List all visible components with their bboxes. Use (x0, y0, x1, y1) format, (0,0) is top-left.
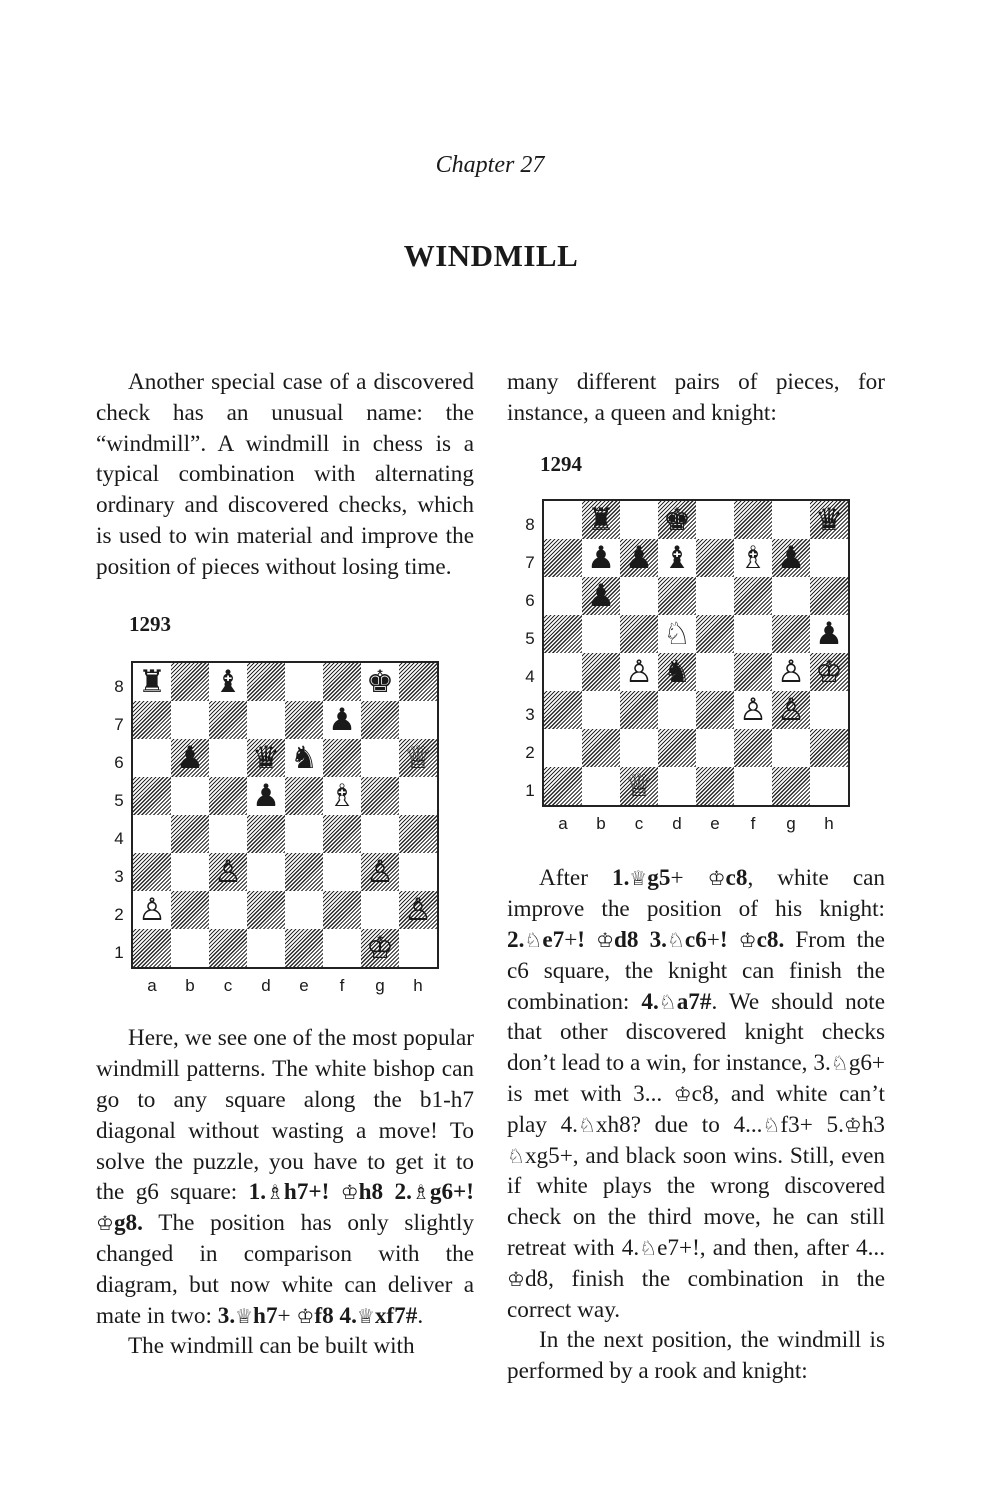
square-g4 (361, 815, 399, 853)
rank-label: 7 (525, 553, 535, 573)
square-b6 (171, 739, 209, 777)
square-d6 (247, 739, 285, 777)
square-h2 (399, 891, 437, 929)
rank-label: 6 (525, 591, 535, 611)
text-run: + (706, 926, 720, 953)
square-b5 (171, 777, 209, 815)
square-f7 (734, 539, 772, 577)
chess-piece-icon: ♛ (252, 739, 280, 776)
piece-figurine-icon: ♔ (673, 1081, 692, 1106)
square-c5 (209, 777, 247, 815)
text-run: 1. (611, 865, 630, 892)
rank-label: 8 (525, 515, 535, 535)
rank-label: 2 (525, 743, 535, 763)
square-c5 (620, 615, 658, 653)
piece-figurine-icon: ♔ (96, 1211, 114, 1236)
text-run: Here, we see one of the most popular windmill patterns. The white bishop can go to any square along the b1-h7 diagonal without wasting a move! To solve the puzzle, you have to get it to the g6 square: (96, 1025, 474, 1206)
piece-figurine-icon: ♘ (577, 1112, 596, 1137)
solution-paragraph (96, 1023, 474, 1331)
square-h3 (399, 853, 437, 891)
square-a1 (544, 767, 582, 805)
paragraph: The windmill can be built with (128, 1333, 415, 1360)
square-g6 (361, 739, 399, 777)
square-d8 (658, 501, 696, 539)
square-f1 (323, 929, 361, 967)
right-column (507, 367, 885, 1387)
square-a5 (544, 615, 582, 653)
square-b5 (582, 615, 620, 653)
solution-paragraph (507, 863, 885, 1325)
rank-label: 5 (525, 629, 535, 649)
square-f6 (734, 577, 772, 615)
file-label: e (710, 814, 720, 834)
square-a6 (133, 739, 171, 777)
square-h8 (399, 663, 437, 701)
text-run: c8, and white can’t play 4. (507, 1080, 885, 1138)
file-label: g (786, 814, 796, 834)
square-d3 (658, 691, 696, 729)
text-run: From the c6 square, the knight can finish the combination: (507, 926, 885, 1015)
square-g7 (361, 701, 399, 739)
chess-piece-icon: ♔ (815, 653, 843, 690)
square-b3 (171, 853, 209, 891)
square-d7 (247, 701, 285, 739)
chapter-title: WINDMILL (403, 238, 579, 273)
file-label: a (558, 814, 568, 834)
text-run: 1. (248, 1179, 266, 1206)
square-a3 (133, 853, 171, 891)
piece-figurine-icon: ♔ (707, 866, 726, 891)
square-f8 (734, 501, 772, 539)
text-run: c8 (725, 865, 748, 892)
text-run: ! (719, 926, 739, 953)
rank-label: 2 (114, 905, 124, 925)
square-f3 (734, 691, 772, 729)
square-g2 (772, 729, 810, 767)
chess-piece-icon: ♜ (138, 663, 166, 700)
square-d3 (247, 853, 285, 891)
square-d4 (247, 815, 285, 853)
square-g1 (772, 767, 810, 805)
rank-label: 8 (114, 677, 124, 697)
text-run: xf7# (374, 1302, 418, 1329)
square-h4 (399, 815, 437, 853)
square-a7 (544, 539, 582, 577)
chess-piece-icon: ♚ (366, 663, 394, 700)
square-b8 (582, 501, 620, 539)
square-e3 (285, 853, 323, 891)
square-g8 (772, 501, 810, 539)
text-run: 2. (507, 926, 525, 953)
square-h5 (810, 615, 848, 653)
text-run: c8. (756, 926, 785, 953)
file-label: h (824, 814, 834, 834)
square-c8 (620, 501, 658, 539)
text-run: a7# (676, 988, 712, 1015)
chess-piece-icon: ♙ (777, 653, 805, 690)
square-d5 (658, 615, 696, 653)
square-a3 (544, 691, 582, 729)
piece-figurine-icon: ♘ (639, 1235, 658, 1260)
piece-figurine-icon: ♘ (658, 989, 677, 1014)
square-a8 (544, 501, 582, 539)
chess-piece-icon: ♘ (663, 615, 691, 652)
file-label: c (223, 976, 233, 996)
square-d5 (247, 777, 285, 815)
chess-piece-icon: ♗ (328, 777, 356, 814)
text-run: . (417, 1302, 424, 1329)
square-h6 (810, 577, 848, 615)
square-f4 (734, 653, 772, 691)
square-e2 (285, 891, 323, 929)
square-e4 (696, 653, 734, 691)
text-run: g5 (647, 865, 671, 892)
square-f5 (323, 777, 361, 815)
square-c4 (209, 815, 247, 853)
square-g1 (361, 929, 399, 967)
chess-piece-icon: ♙ (739, 691, 767, 728)
piece-figurine-icon: ♗ (265, 1180, 284, 1205)
square-b7 (582, 539, 620, 577)
square-e7 (696, 539, 734, 577)
square-a7 (133, 701, 171, 739)
piece-figurine-icon: ♕ (235, 1303, 254, 1328)
intro-paragraph: Another special case of a discovered check has an unusual name: the “windmill”. A windmill in chess is a typical combination with alternating ordinary and discovered checks, which is used to win material and improve the position of pieces without losing time. (96, 369, 474, 580)
square-b1 (171, 929, 209, 967)
square-e4 (285, 815, 323, 853)
chess-piece-icon: ♟ (176, 739, 204, 776)
square-a6 (544, 577, 582, 615)
chess-piece-icon: ♕ (625, 767, 653, 804)
square-f2 (323, 891, 361, 929)
square-g3 (772, 691, 810, 729)
text-run: xh8? due to 4... (595, 1111, 763, 1138)
square-c2 (620, 729, 658, 767)
rank-label: 1 (525, 781, 535, 801)
file-label: d (261, 976, 271, 996)
chess-piece-icon: ♟ (328, 701, 356, 738)
diagram-number: 1294 (540, 451, 582, 476)
file-label: a (147, 976, 157, 996)
piece-figurine-icon: ♘ (507, 1143, 525, 1168)
square-h3 (810, 691, 848, 729)
chess-piece-icon: ♔ (366, 929, 394, 966)
square-f7 (323, 701, 361, 739)
square-e3 (696, 691, 734, 729)
square-h5 (399, 777, 437, 815)
square-e8 (696, 501, 734, 539)
text-run: f3+ 5. (780, 1111, 844, 1138)
text-run: After (539, 865, 612, 892)
chessboard (131, 661, 439, 969)
square-f3 (323, 853, 361, 891)
text-run: c6 (684, 926, 707, 953)
piece-figurine-icon: ♔ (843, 1112, 862, 1137)
rank-label: 5 (114, 791, 124, 811)
text-run: h3 (861, 1111, 885, 1138)
square-g5 (772, 615, 810, 653)
square-d8 (247, 663, 285, 701)
chess-piece-icon: ♞ (663, 653, 691, 690)
square-c2 (209, 891, 247, 929)
file-label: c (634, 814, 644, 834)
rank-label: 4 (114, 829, 124, 849)
paragraph: many different pairs of pieces, for instance, a queen and knight: (507, 369, 885, 426)
chess-piece-icon: ♟ (815, 615, 843, 652)
square-a4 (544, 653, 582, 691)
chess-piece-icon: ♚ (663, 501, 691, 538)
file-label: g (375, 976, 385, 996)
chess-piece-icon: ♟ (252, 777, 280, 814)
square-d4 (658, 653, 696, 691)
left-column (96, 367, 474, 1362)
square-e2 (696, 729, 734, 767)
square-f8 (323, 663, 361, 701)
piece-figurine-icon: ♔ (738, 927, 757, 952)
chess-piece-icon: ♟ (587, 577, 615, 614)
piece-figurine-icon: ♘ (666, 927, 685, 952)
piece-figurine-icon: ♕ (629, 866, 648, 891)
square-b1 (582, 767, 620, 805)
text-run: 4. (641, 988, 659, 1015)
piece-figurine-icon: ♘ (830, 1051, 849, 1076)
text-run: 3. (217, 1302, 236, 1329)
text-run: . We should note that other discovered knight checks don’t lead to a win, for instance, 3. (507, 988, 885, 1077)
square-e8 (285, 663, 323, 701)
square-d6 (658, 577, 696, 615)
square-d2 (658, 729, 696, 767)
chess-piece-icon: ♟ (587, 539, 615, 576)
piece-figurine-icon: ♔ (296, 1303, 315, 1328)
square-a4 (133, 815, 171, 853)
text-run: h8 2. (358, 1179, 412, 1206)
file-label: h (413, 976, 423, 996)
chess-piece-icon: ♗ (739, 539, 767, 576)
square-c3 (620, 691, 658, 729)
text-run: ! (577, 926, 597, 953)
square-c3 (209, 853, 247, 891)
square-g2 (361, 891, 399, 929)
square-f6 (323, 739, 361, 777)
square-h1 (399, 929, 437, 967)
square-f1 (734, 767, 772, 805)
piece-figurine-icon: ♕ (356, 1303, 375, 1328)
square-e7 (285, 701, 323, 739)
text-run: g6+ is met with 3... (507, 1050, 885, 1107)
chess-piece-icon: ♟ (625, 539, 653, 576)
square-c4 (620, 653, 658, 691)
square-f5 (734, 615, 772, 653)
rank-label: 6 (114, 753, 124, 773)
square-g5 (361, 777, 399, 815)
square-b2 (171, 891, 209, 929)
square-d7 (658, 539, 696, 577)
square-c6 (209, 739, 247, 777)
rank-label: 4 (525, 667, 535, 687)
piece-figurine-icon: ♔ (340, 1180, 359, 1205)
square-g3 (361, 853, 399, 891)
text-run: xg5+, and black soon wins. Still, even if white plays the wrong discovered check on the third move, he can still retreat with 4. (507, 1142, 885, 1261)
square-h7 (810, 539, 848, 577)
file-label: e (299, 976, 309, 996)
text-run: d8, finish the combination in the correct way. (507, 1265, 885, 1323)
square-b4 (582, 653, 620, 691)
rank-label: 3 (114, 867, 124, 887)
file-label: b (185, 976, 195, 996)
rank-label: 7 (114, 715, 124, 735)
square-e1 (285, 929, 323, 967)
chess-piece-icon: ♝ (214, 663, 242, 700)
chess-piece-icon: ♙ (366, 853, 394, 890)
square-h1 (810, 767, 848, 805)
square-h4 (810, 653, 848, 691)
square-b8 (171, 663, 209, 701)
chess-piece-icon: ♞ (290, 739, 318, 776)
square-d1 (247, 929, 285, 967)
chess-piece-icon: ♙ (138, 891, 166, 928)
rank-label: 1 (114, 943, 124, 963)
piece-figurine-icon: ♗ (411, 1180, 430, 1205)
square-g7 (772, 539, 810, 577)
square-b3 (582, 691, 620, 729)
text-run: g6+! (429, 1179, 474, 1206)
piece-figurine-icon: ♔ (596, 927, 615, 952)
text-run: The position has only slightly changed in comparison with the diagram, but now white can deliver a mate in two: (96, 1210, 474, 1329)
chess-piece-icon: ♝ (663, 539, 691, 576)
piece-figurine-icon: ♘ (762, 1112, 781, 1137)
text-run: e7+!, and then, after 4... (657, 1234, 885, 1261)
square-b6 (582, 577, 620, 615)
chess-piece-icon: ♛ (815, 501, 843, 538)
square-c6 (620, 577, 658, 615)
chess-piece-icon: ♕ (404, 739, 432, 776)
diagram-1294 (507, 479, 885, 863)
file-label: f (339, 976, 345, 996)
diagram-1293 (96, 639, 474, 1023)
square-e6 (285, 739, 323, 777)
text-run: h7 (253, 1302, 278, 1329)
square-a2 (544, 729, 582, 767)
file-label: f (750, 814, 756, 834)
chess-piece-icon: ♙ (214, 853, 242, 890)
square-g8 (361, 663, 399, 701)
square-a1 (133, 929, 171, 967)
text-run: d8 3. (614, 926, 667, 953)
square-f4 (323, 815, 361, 853)
square-b7 (171, 701, 209, 739)
chapter-heading: Chapter 27 (435, 152, 545, 178)
square-f2 (734, 729, 772, 767)
square-c7 (209, 701, 247, 739)
text-run: + (670, 865, 708, 892)
text-run: + (277, 1302, 297, 1329)
text-run: h7+! (283, 1179, 341, 1206)
square-d2 (247, 891, 285, 929)
file-label: b (596, 814, 606, 834)
piece-figurine-icon: ♘ (524, 927, 543, 952)
chess-piece-icon: ♙ (777, 691, 805, 728)
square-e6 (696, 577, 734, 615)
square-d1 (658, 767, 696, 805)
text-run: e7 (542, 926, 565, 953)
chess-piece-icon: ♜ (587, 501, 615, 538)
text-run: , white can improve the position of his knight: (507, 865, 885, 923)
chess-piece-icon: ♙ (625, 653, 653, 690)
square-g6 (772, 577, 810, 615)
rank-label: 3 (525, 705, 535, 725)
square-c1 (209, 929, 247, 967)
file-label: d (672, 814, 682, 834)
square-g4 (772, 653, 810, 691)
text-run: f8 4. (314, 1302, 357, 1329)
square-h6 (399, 739, 437, 777)
square-a2 (133, 891, 171, 929)
square-b4 (171, 815, 209, 853)
text-run: + (564, 926, 578, 953)
paragraph: In the next position, the windmill is performed by a rook and knight: (507, 1327, 885, 1385)
square-h7 (399, 701, 437, 739)
text-run: g8. (113, 1210, 143, 1237)
square-a8 (133, 663, 171, 701)
diagram-number: 1293 (129, 611, 171, 636)
chess-piece-icon: ♟ (777, 539, 805, 576)
chess-piece-icon: ♙ (404, 891, 432, 928)
square-a5 (133, 777, 171, 815)
square-c7 (620, 539, 658, 577)
square-h8 (810, 501, 848, 539)
square-b2 (582, 729, 620, 767)
square-e5 (696, 615, 734, 653)
square-e1 (696, 767, 734, 805)
square-c8 (209, 663, 247, 701)
square-e5 (285, 777, 323, 815)
square-h2 (810, 729, 848, 767)
chessboard (542, 499, 850, 807)
square-c1 (620, 767, 658, 805)
piece-figurine-icon: ♔ (507, 1266, 525, 1291)
